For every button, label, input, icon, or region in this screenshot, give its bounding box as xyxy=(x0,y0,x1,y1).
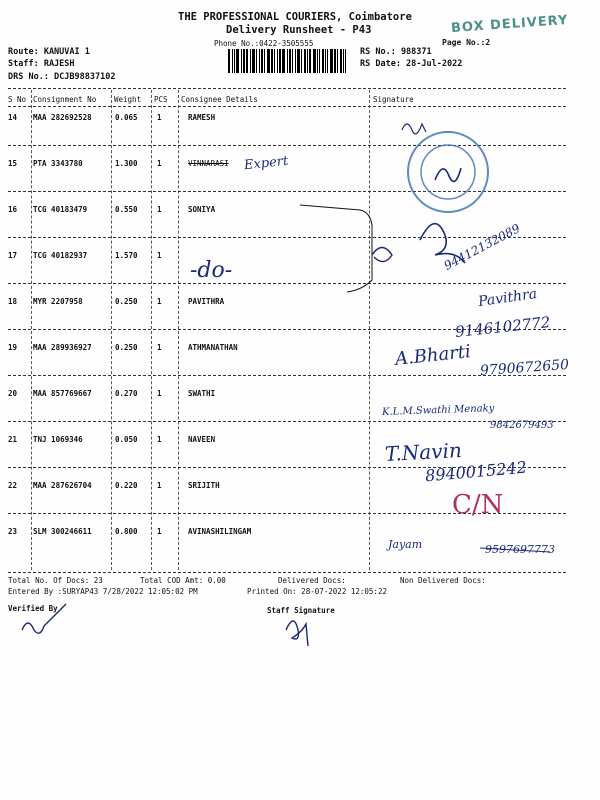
total-docs: Total No. Of Docs: 23 xyxy=(8,576,103,585)
handwritten-phone: 94412132089 xyxy=(441,221,523,273)
col-sno: S No xyxy=(8,95,27,104)
pcs-cell: 1 xyxy=(157,481,162,490)
bracket-stroke xyxy=(300,205,372,292)
consignee-cell: PAVITHRA xyxy=(188,297,225,306)
scribble-icon xyxy=(435,168,461,181)
pcs-cell: 1 xyxy=(157,527,162,536)
consignee-cell: NAVEEN xyxy=(188,435,216,444)
staff-signature-icon xyxy=(286,621,308,646)
sno-cell: 22 xyxy=(8,481,18,490)
consignment-cell: PTA 3343780 xyxy=(33,159,83,168)
consignee-cell: VINNARASI xyxy=(188,159,229,168)
pcs-cell: 1 xyxy=(157,159,162,168)
scribble-icon xyxy=(420,224,465,263)
weight-cell: 0.800 xyxy=(115,527,138,536)
sno-cell: 19 xyxy=(8,343,18,352)
consignment-cell: MAA 282692528 xyxy=(33,113,92,122)
handwritten-phone: 9597697773 xyxy=(485,543,555,556)
sheet-title: Delivery Runsheet - P43 xyxy=(226,24,372,36)
entered-by: Entered By :SURYAP43 7/28/2022 12:05:02 PM xyxy=(8,587,198,596)
handwritten-ditto: -do- xyxy=(190,258,233,283)
box-delivery-stamp: BOX DELIVERY xyxy=(450,12,569,37)
col-consignment: Consignment No xyxy=(33,95,97,104)
consignment-cell: SLM 300246611 xyxy=(33,527,92,536)
col-signature: Signature xyxy=(373,95,414,104)
weight-cell: 0.250 xyxy=(115,297,138,306)
rs-date: RS Date: 28-Jul-2022 xyxy=(360,59,463,69)
scribble-icon xyxy=(480,548,550,552)
sno-cell: 20 xyxy=(8,389,18,398)
pcs-cell: 1 xyxy=(157,435,162,444)
handwritten-signature: Pavithra xyxy=(477,285,539,311)
pcs-cell: 1 xyxy=(157,297,162,306)
verified-by-label: Verified By xyxy=(8,604,58,613)
weight-cell: 0.250 xyxy=(115,343,138,352)
handwritten-signature: T.Navin xyxy=(384,438,463,466)
non-delivered-docs: Non Delivered Docs: xyxy=(400,576,486,585)
sno-cell: 17 xyxy=(8,251,18,260)
scribble-icon xyxy=(402,124,426,134)
handwritten-phone: 9146102772 xyxy=(454,313,552,341)
pcs-cell: 1 xyxy=(157,251,162,260)
weight-cell: 0.050 xyxy=(115,435,138,444)
weight-cell: 1.570 xyxy=(115,251,138,260)
consignment-cell: MAA 857769667 xyxy=(33,389,92,398)
sno-cell: 15 xyxy=(8,159,18,168)
consignee-cell: SONIYA xyxy=(188,205,216,214)
consignee-cell: RAMESH xyxy=(188,113,216,122)
consignee-cell: SWATHI xyxy=(188,389,216,398)
drs-number: DRS No.: DCJB98837102 xyxy=(8,72,116,82)
pcs-cell: 1 xyxy=(157,343,162,352)
consignment-cell: MYR 2207958 xyxy=(33,297,83,306)
route-label: Route: KANUVAI 1 xyxy=(8,47,90,57)
company-title: THE PROFESSIONAL COURIERS, Coimbatore xyxy=(178,11,412,23)
divider xyxy=(8,572,566,573)
col-weight: Weight xyxy=(114,95,142,104)
consignee-cell: SRIJITH xyxy=(188,481,220,490)
handwritten-mark: C/N xyxy=(452,490,504,520)
delivered-docs: Delivered Docs: xyxy=(278,576,346,585)
consignment-cell: TNJ 1069346 xyxy=(33,435,83,444)
consignee-cell: AVINASHILINGAM xyxy=(188,527,252,536)
pcs-cell: 1 xyxy=(157,205,162,214)
handwritten-signature: K.L.M.Swathi Menaky xyxy=(381,403,495,418)
consignment-cell: MAA 287626704 xyxy=(33,481,92,490)
printed-on: Printed On: 28-07-2022 12:05:22 xyxy=(247,587,387,596)
page-number: Page No.:2 xyxy=(442,38,491,47)
handwritten-phone: 8940015242 xyxy=(424,457,528,486)
rs-number: RS No.: 988371 xyxy=(360,47,432,57)
handwritten-phone: 9790672650 xyxy=(479,356,570,380)
weight-cell: 0.220 xyxy=(115,481,138,490)
weight-cell: 0.270 xyxy=(115,389,138,398)
col-consignee: Consignee Details xyxy=(181,95,258,104)
staff-signature-label: Staff Signature xyxy=(267,606,335,615)
handwritten-signature: Jayam xyxy=(388,538,423,551)
col-pcs: PCS xyxy=(154,95,168,104)
handwritten-note: Expert xyxy=(243,153,289,174)
consignment-cell: TCG 40183479 xyxy=(33,205,88,214)
sno-cell: 14 xyxy=(8,113,18,122)
weight-cell: 0.550 xyxy=(115,205,138,214)
sno-cell: 23 xyxy=(8,527,18,536)
sno-cell: 21 xyxy=(8,435,18,444)
pcs-cell: 1 xyxy=(157,113,162,122)
staff-label: Staff: RAJESH xyxy=(8,59,75,69)
pcs-cell: 1 xyxy=(157,389,162,398)
consignment-cell: TCG 40182937 xyxy=(33,251,88,260)
total-cod: Total COD Amt: 0.00 xyxy=(140,576,226,585)
consignment-cell: MAA 289936927 xyxy=(33,343,92,352)
handwritten-signature: A.Bharti xyxy=(394,341,472,370)
sno-cell: 16 xyxy=(8,205,18,214)
scribble-icon xyxy=(372,248,392,262)
sno-cell: 18 xyxy=(8,297,18,306)
weight-cell: 0.065 xyxy=(115,113,138,122)
handwritten-phone: 9842679493 xyxy=(490,420,554,431)
phone-number: Phone No.:0422-3505555 xyxy=(214,39,314,48)
weight-cell: 1.300 xyxy=(115,159,138,168)
consignee-cell: ATHMANATHAN xyxy=(188,343,238,352)
